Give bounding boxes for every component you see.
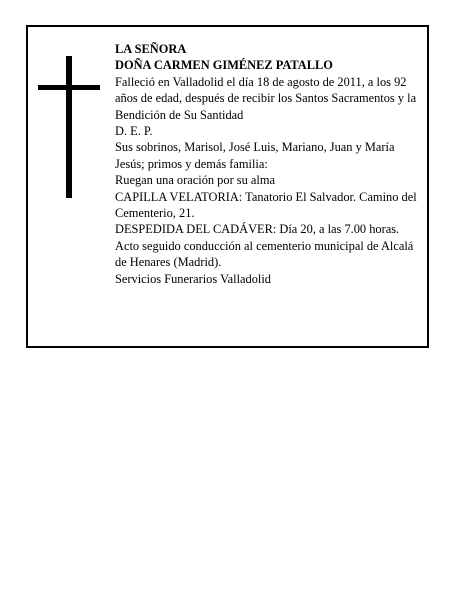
family-list: Sus sobrinos, Marisol, José Luis, Mariano, Juan y María Jesús; primos y demás familia: — [115, 140, 395, 171]
prayer-request: Ruegan una oración por su alma — [115, 173, 275, 188]
cross-horizontal-bar — [38, 85, 100, 90]
notice-title: LA SEÑORA — [115, 42, 187, 56]
deceased-name: DOÑA CARMEN GIMÉNEZ PATALLO — [115, 58, 333, 73]
chapel-info: CAPILLA VELATORIA: Tanatorio El Salvador. Camino del Cementerio, 21. — [115, 189, 417, 221]
notice-text — [115, 41, 425, 287]
rest-in-peace: D. E. P. — [115, 124, 153, 139]
farewell-info: DESPEDIDA DEL CADÁVER: Día 20, a las 7.00 horas. Acto seguido conducción al cementerio municipal de Alcalá de Henares (Madrid). — [115, 222, 414, 270]
death-details: Falleció en Valladolid el día 18 de agosto de 2011, a los 92 años de edad, después de recibir los Santos Sacramentos y la Bendición de Su Santidad — [115, 74, 417, 122]
obituary-notice — [26, 25, 429, 348]
cross-vertical-bar — [66, 56, 72, 198]
funeral-services: Servicios Funerarios Valladolid — [115, 271, 272, 286]
